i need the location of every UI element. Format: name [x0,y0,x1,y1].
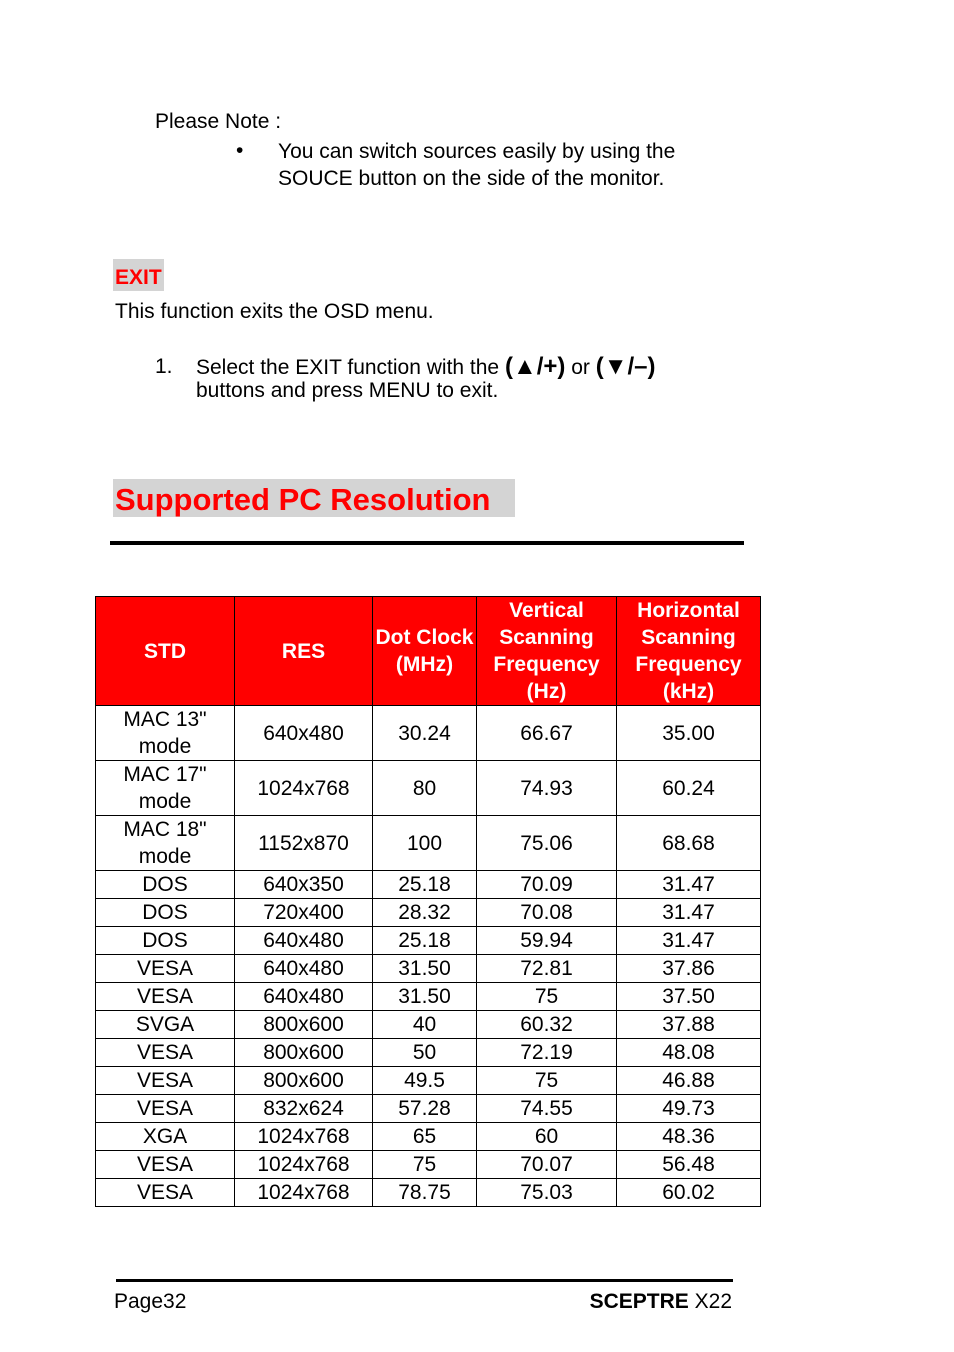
cell-res: 640x350 [235,871,373,899]
cell-std: VESA [96,983,235,1011]
cell-dot-clock: 57.28 [373,1095,477,1123]
cell-dot-clock: 75 [373,1151,477,1179]
table-header-row [96,597,761,706]
cell-vertical-frequency: 70.08 [477,899,617,927]
cell-std: DOS [96,927,235,955]
footer-divider [116,1279,733,1282]
cell-res: 640x480 [235,955,373,983]
cell-horizontal-frequency: 48.36 [617,1123,761,1151]
table-body [96,706,761,1207]
cell-vertical-frequency: 70.09 [477,871,617,899]
cell-dot-clock: 78.75 [373,1179,477,1207]
section-divider [110,541,744,545]
cell-res: 1152x870 [235,816,373,871]
cell-horizontal-frequency: 37.50 [617,983,761,1011]
cell-horizontal-frequency: 37.86 [617,955,761,983]
cell-vertical-frequency: 75.06 [477,816,617,871]
cell-horizontal-frequency: 68.68 [617,816,761,871]
table-row [96,1067,761,1095]
cell-vertical-frequency: 66.67 [477,706,617,761]
cell-horizontal-frequency: 46.88 [617,1067,761,1095]
cell-horizontal-frequency: 48.08 [617,1039,761,1067]
table-row [96,1095,761,1123]
header-dot-clock: Dot Clock (MHz) [373,597,477,706]
step-text-start: Select the EXIT function with the [196,356,505,379]
up-plus-key-label: (▲/+) [504,353,566,380]
brand-name: SCEPTRE [589,1290,689,1313]
cell-vertical-frequency: 72.81 [477,955,617,983]
cell-dot-clock: 31.50 [373,983,477,1011]
cell-std: VESA [96,1151,235,1179]
cell-std: MAC 18" mode [96,816,235,871]
cell-res: 1024x768 [235,761,373,816]
exit-description: This function exits the OSD menu. [115,300,434,323]
page-number: Page32 [114,1290,187,1313]
cell-dot-clock: 28.32 [373,899,477,927]
step-text-or: or [565,356,596,379]
cell-dot-clock: 100 [373,816,477,871]
cell-dot-clock: 25.18 [373,871,477,899]
cell-vertical-frequency: 75 [477,983,617,1011]
cell-std: MAC 17" mode [96,761,235,816]
down-minus-key-label: (▼/–) [595,353,656,380]
cell-res: 800x600 [235,1011,373,1039]
bullet-icon: • [236,139,244,162]
table-row [96,1179,761,1207]
cell-vertical-frequency: 60 [477,1123,617,1151]
footer-product [578,1290,732,1314]
cell-res: 1024x768 [235,1123,373,1151]
exit-heading: EXIT [113,259,164,291]
section-heading: Supported PC Resolution [113,479,515,517]
cell-horizontal-frequency: 60.24 [617,761,761,816]
table-row [96,706,761,761]
table-row [96,927,761,955]
table-row [96,899,761,927]
cell-dot-clock: 31.50 [373,955,477,983]
cell-std: VESA [96,1179,235,1207]
header-res: RES [235,597,373,706]
cell-dot-clock: 49.5 [373,1067,477,1095]
cell-res: 720x400 [235,899,373,927]
cell-horizontal-frequency: 31.47 [617,927,761,955]
cell-std: XGA [96,1123,235,1151]
cell-vertical-frequency: 74.55 [477,1095,617,1123]
header-vertical-frequency: Vertical Scanning Frequency (Hz) [477,597,617,706]
cell-std: MAC 13" mode [96,706,235,761]
model-name: X22 [688,1290,732,1313]
cell-std: SVGA [96,1011,235,1039]
cell-horizontal-frequency: 60.02 [617,1179,761,1207]
cell-horizontal-frequency: 31.47 [617,871,761,899]
table-row [96,761,761,816]
cell-res: 1024x768 [235,1179,373,1207]
table-row [96,1011,761,1039]
cell-dot-clock: 80 [373,761,477,816]
cell-horizontal-frequency: 31.47 [617,899,761,927]
note-text: You can switch sources easily by using the SOUCE button on the side of the monitor. [278,140,676,190]
cell-std: VESA [96,1067,235,1095]
step-text [196,350,756,403]
note-title: Please Note : [155,110,282,133]
resolution-table [95,596,761,1207]
table-row [96,1123,761,1151]
table-row [96,955,761,983]
table-row [96,1039,761,1067]
cell-res: 832x624 [235,1095,373,1123]
cell-res: 1024x768 [235,1151,373,1179]
cell-horizontal-frequency: 37.88 [617,1011,761,1039]
cell-dot-clock: 65 [373,1123,477,1151]
step-text-line2: buttons and press MENU to exit. [196,379,499,402]
cell-res: 640x480 [235,927,373,955]
cell-dot-clock: 50 [373,1039,477,1067]
cell-vertical-frequency: 59.94 [477,927,617,955]
cell-dot-clock: 25.18 [373,927,477,955]
step-number: 1. [155,355,173,378]
cell-vertical-frequency: 75.03 [477,1179,617,1207]
cell-res: 800x600 [235,1039,373,1067]
cell-dot-clock: 30.24 [373,706,477,761]
table-row [96,871,761,899]
cell-std: VESA [96,955,235,983]
cell-std: VESA [96,1095,235,1123]
cell-vertical-frequency: 74.93 [477,761,617,816]
cell-std: DOS [96,899,235,927]
cell-res: 800x600 [235,1067,373,1095]
cell-horizontal-frequency: 35.00 [617,706,761,761]
cell-horizontal-frequency: 56.48 [617,1151,761,1179]
cell-res: 640x480 [235,706,373,761]
cell-vertical-frequency: 75 [477,1067,617,1095]
cell-std: VESA [96,1039,235,1067]
cell-std: DOS [96,871,235,899]
header-std: STD [96,597,235,706]
table-row [96,1151,761,1179]
cell-res: 640x480 [235,983,373,1011]
cell-vertical-frequency: 72.19 [477,1039,617,1067]
table-row [96,983,761,1011]
cell-vertical-frequency: 70.07 [477,1151,617,1179]
cell-horizontal-frequency: 49.73 [617,1095,761,1123]
table-row [96,816,761,871]
header-horizontal-frequency: Horizontal Scanning Frequency (kHz) [617,597,761,706]
cell-dot-clock: 40 [373,1011,477,1039]
cell-vertical-frequency: 60.32 [477,1011,617,1039]
